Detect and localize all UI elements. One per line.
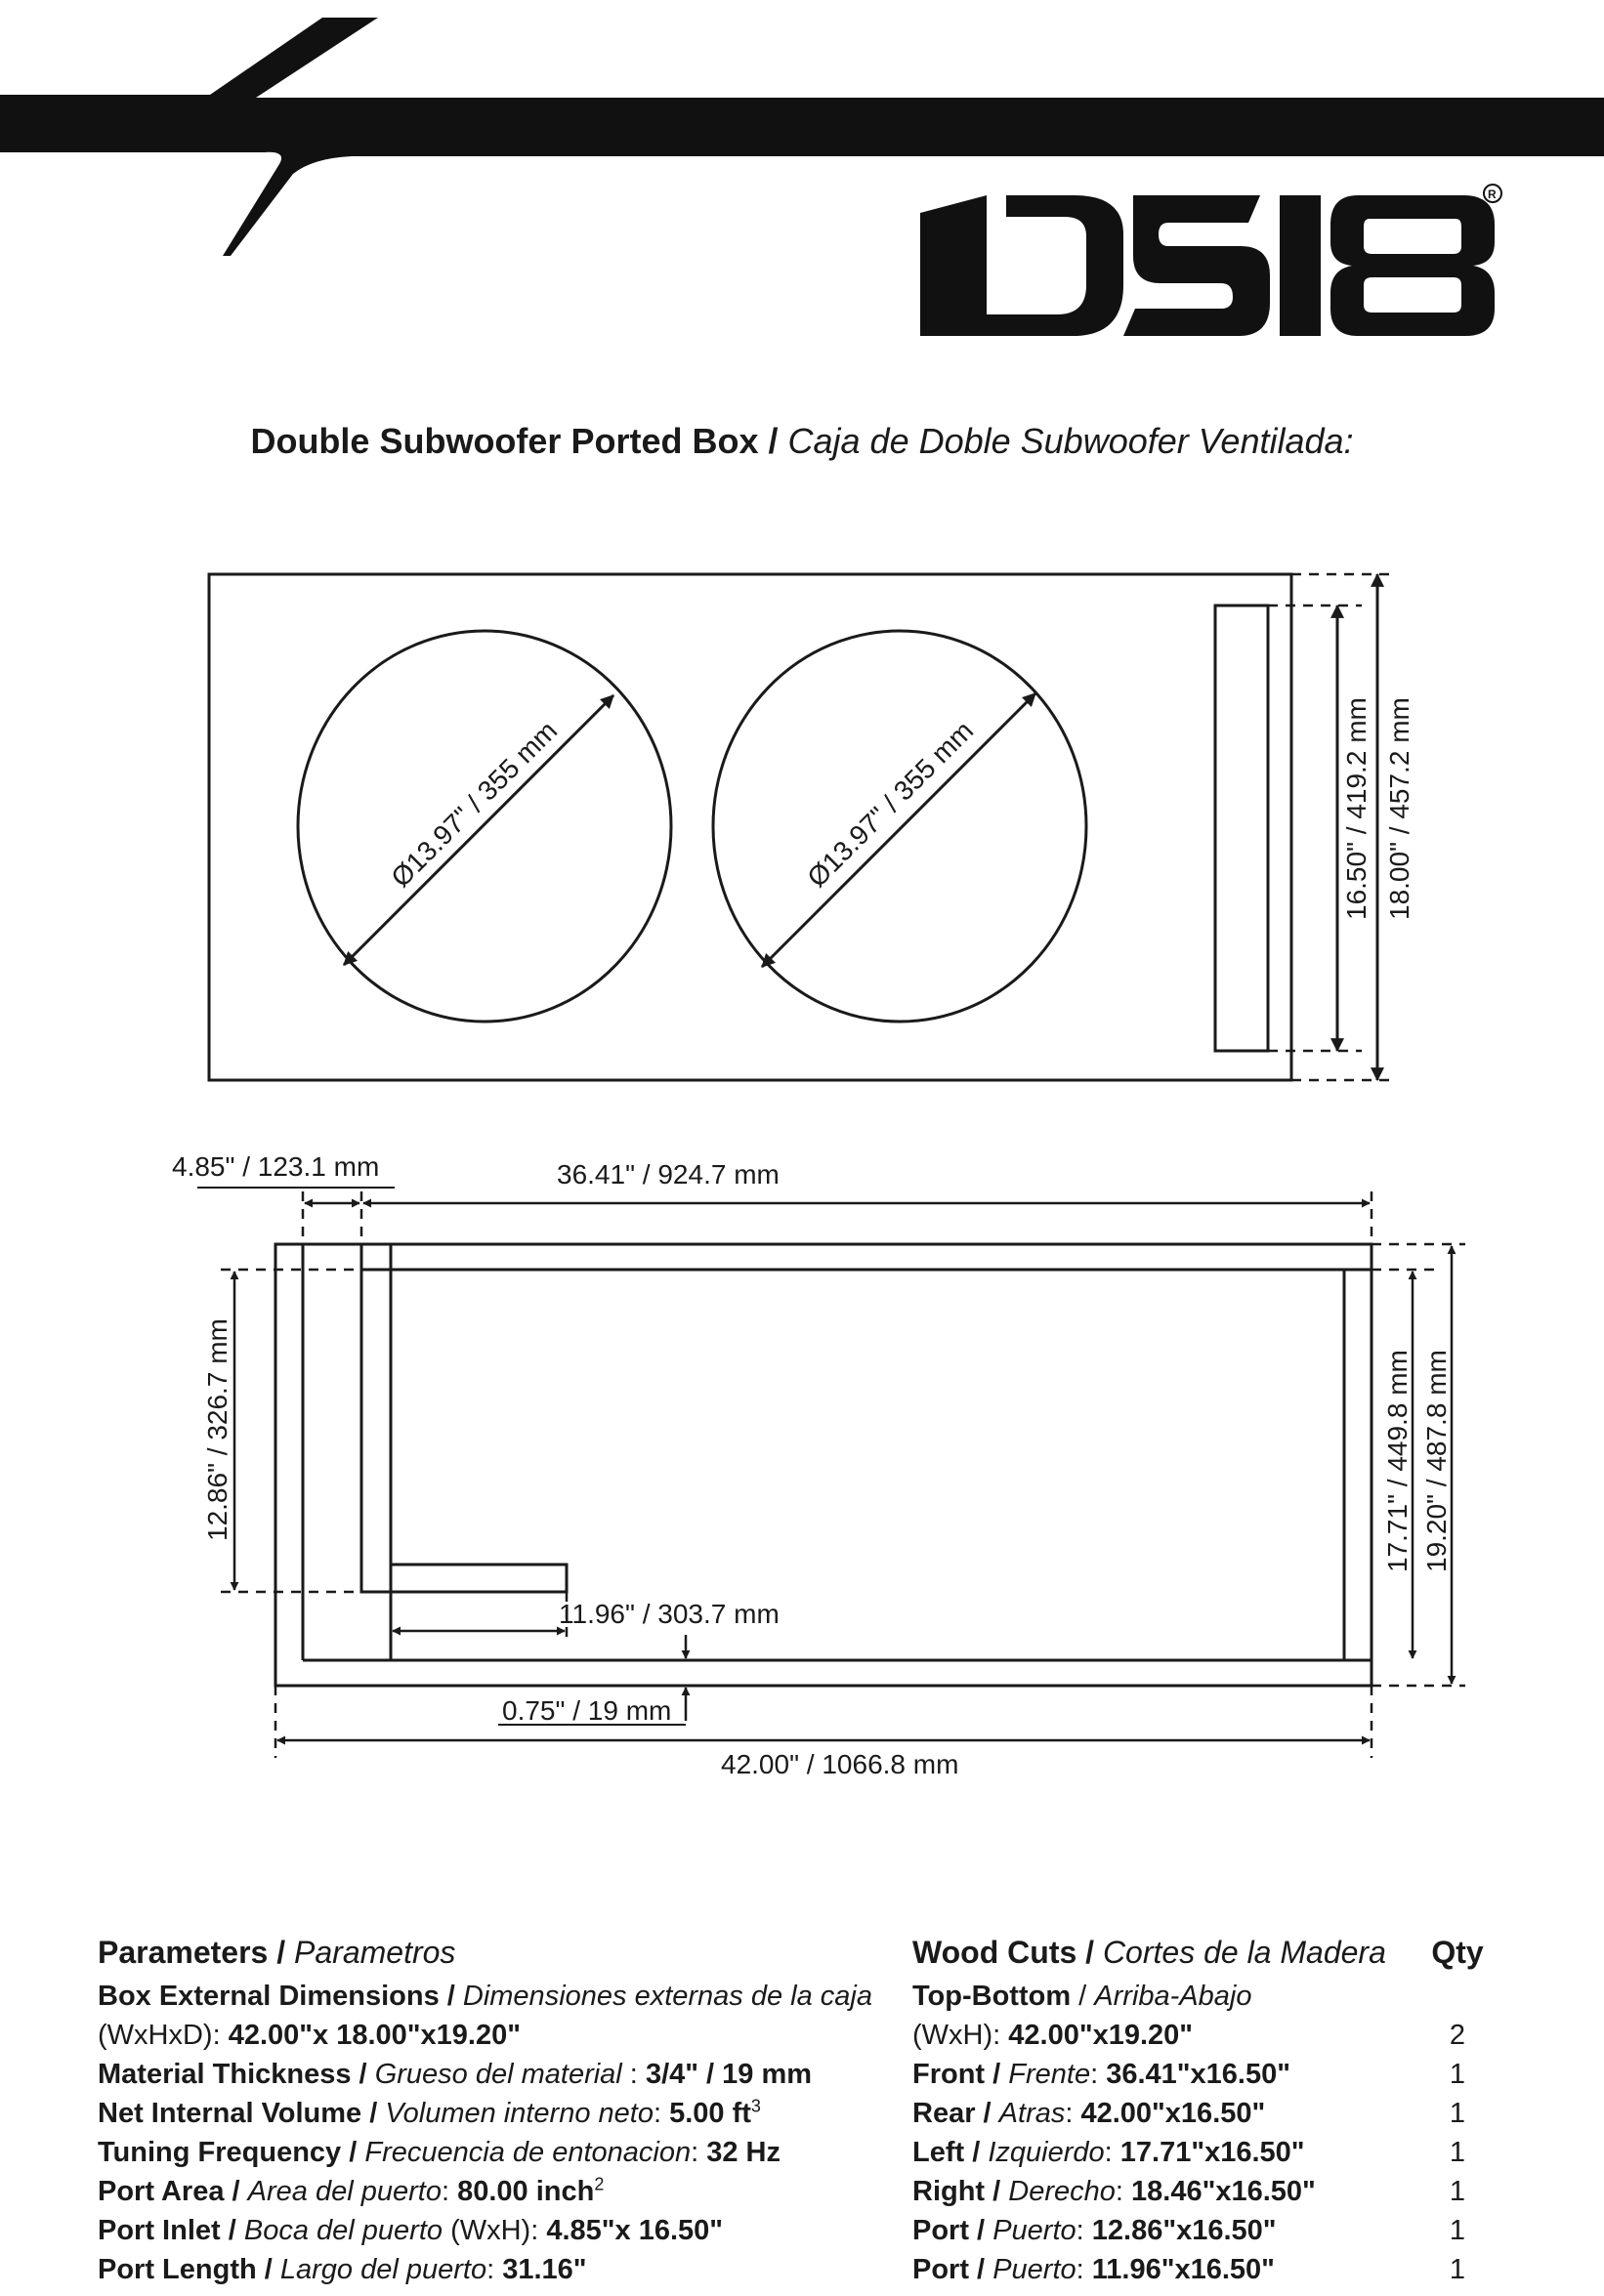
param-sep: :	[653, 2098, 662, 2129]
qty-value: 2	[1449, 2020, 1466, 2051]
cut-value: 36.41"x16.50"	[1106, 2059, 1290, 2090]
qty-value: 1	[1449, 2137, 1466, 2168]
cut-row	[912, 2094, 1386, 2133]
port-wall	[361, 1244, 391, 1592]
param-value: 32 Hz	[706, 2137, 781, 2168]
cut-colon: :	[1115, 2176, 1123, 2207]
cut-label: Front /	[912, 2059, 1001, 2090]
param-label: Net Internal Volume /	[98, 2098, 378, 2129]
port-short-label: 11.96" / 303.7 mm	[559, 1599, 780, 1629]
param-label-es: Largo del puerto	[279, 2254, 487, 2285]
cut-row	[912, 1977, 1386, 2016]
param-sep: :	[486, 2254, 495, 2285]
cut-row	[912, 2211, 1386, 2250]
param-value: 42.00"x 18.00"x19.20"	[228, 2020, 521, 2051]
cut-label: Right /	[912, 2176, 1001, 2207]
param-label: Port Area /	[98, 2176, 240, 2207]
diameter-label-left: Ø13.97" / 355 mm	[385, 715, 564, 894]
outer-depth-label: 19.20" / 487.8 mm	[1421, 1350, 1452, 1572]
param-row	[98, 2250, 872, 2289]
cut-value: 18.46"x16.50"	[1131, 2176, 1316, 2207]
param-sup: 2	[594, 2174, 605, 2194]
parameters-header	[98, 1932, 872, 1973]
diameter-arrow-left	[344, 695, 613, 965]
param-sup: 3	[750, 2096, 761, 2116]
param-row	[98, 2094, 872, 2133]
qty-value: 1	[1449, 2176, 1466, 2207]
cut-label-es: Atras	[998, 2098, 1066, 2129]
cut-label-es: Derecho	[1008, 2176, 1116, 2207]
thickness-label: 0.75" / 19 mm	[502, 1695, 672, 1726]
param-label: Tuning Frequency /	[98, 2137, 358, 2168]
cut-label-es: Puerto	[992, 2254, 1076, 2285]
top-extension-lines	[221, 1191, 1465, 1758]
param-sep: :	[691, 2137, 699, 2168]
qty-value: 1	[1449, 2254, 1466, 2285]
cut-value: 42.00"x19.20"	[1008, 2020, 1194, 2051]
param-label: Port Length /	[98, 2254, 273, 2285]
top-view	[197, 1188, 1465, 1758]
cut-colon: :	[1090, 2059, 1099, 2090]
cut-row	[912, 2016, 1386, 2055]
param-sep: :	[441, 2176, 450, 2207]
cut-value: 11.96"x16.50"	[1091, 2254, 1275, 2285]
param-row	[98, 2211, 872, 2250]
cut-row	[912, 2250, 1386, 2289]
wood-cuts-header	[912, 1932, 1386, 1973]
qty-value	[1428, 1977, 1487, 2016]
wood-cuts-section	[912, 1932, 1386, 2289]
inner-width-label: 36.41" / 924.7 mm	[557, 1159, 780, 1190]
cut-row	[912, 2133, 1386, 2172]
title-italic: Caja de Doble Subwoofer Ventilada:	[787, 421, 1354, 461]
param-sep: (WxH):	[443, 2215, 539, 2246]
qty-column	[1428, 1932, 1487, 2289]
port-length-label: 12.86" / 326.7 mm	[202, 1318, 232, 1541]
cut-label-es: Izquierdo	[988, 2137, 1105, 2168]
cut-label-es: Arriba-Abajo	[1094, 1981, 1252, 2012]
cut-value: 17.71"x16.50"	[1119, 2137, 1305, 2168]
param-label-es: Area del puerto	[247, 2176, 442, 2207]
registered-mark-text: R	[1488, 188, 1497, 201]
diameter-label-right: Ø13.97" / 355 mm	[801, 715, 980, 894]
param-label-es: Boca del puerto	[243, 2215, 443, 2246]
param-row	[98, 1977, 872, 2016]
cut-row	[912, 2055, 1386, 2094]
cut-sep	[985, 2215, 992, 2246]
param-value: 5.00 ft	[669, 2098, 751, 2129]
subwoofer-cutout-right	[713, 631, 1086, 1022]
param-label-es: Volumen interno neto	[385, 2098, 654, 2129]
outer-height-label: 18.00" / 457.2 mm	[1384, 697, 1414, 920]
param-sep: :	[621, 2059, 638, 2090]
cut-label: Left /	[912, 2137, 981, 2168]
param-row	[98, 2016, 872, 2055]
wood-cuts-header-italic: Cortes de la Madera	[1102, 1935, 1386, 1970]
cut-label-es: Frente	[1008, 2059, 1091, 2090]
qty-value: 1	[1449, 2098, 1466, 2129]
cut-value: 12.86"x16.50"	[1091, 2215, 1277, 2246]
param-label-es: Grueso del material	[374, 2059, 622, 2090]
wood-cuts-header-bold: Wood Cuts /	[912, 1935, 1095, 1970]
port-short-board	[391, 1565, 567, 1592]
cut-colon: :	[1076, 2215, 1084, 2246]
param-label: Box External Dimensions /	[98, 1981, 455, 2012]
inner-depth-label: 17.71" / 449.8 mm	[1382, 1350, 1413, 1572]
param-row	[98, 2055, 872, 2094]
title-bold: Double Subwoofer Ported Box /	[250, 421, 779, 461]
outer-width-label: 42.00" / 1066.8 mm	[721, 1749, 959, 1779]
parameters-header-bold: Parameters /	[98, 1935, 286, 1970]
cut-row	[912, 2172, 1386, 2211]
param-value: 4.85"x 16.50"	[546, 2215, 724, 2246]
cut-colon: :	[1076, 2254, 1084, 2285]
param-row	[98, 2172, 872, 2211]
parameters-header-italic: Parametros	[294, 1935, 456, 1970]
cut-value: 42.00"x16.50"	[1080, 2098, 1266, 2129]
param-unit: (WxHxD):	[98, 2020, 221, 2051]
cut-label: Port /	[912, 2215, 986, 2246]
qty-value: 1	[1449, 2215, 1466, 2246]
cut-sep	[985, 2254, 992, 2285]
cut-label: Rear /	[912, 2098, 992, 2129]
param-value: 3/4" / 19 mm	[645, 2059, 813, 2090]
outer-box	[275, 1244, 1372, 1686]
cut-label-es: Puerto	[992, 2215, 1076, 2246]
cut-colon: :	[1065, 2098, 1074, 2129]
cut-label: Port /	[912, 2254, 986, 2285]
param-value: 80.00 inch	[457, 2176, 595, 2207]
port-width-label: 4.85" / 123.1 mm	[172, 1151, 380, 1182]
inner-chamber	[391, 1270, 1344, 1660]
inner-height-label: 16.50" / 419.2 mm	[1341, 697, 1372, 920]
parameters-section	[98, 1932, 872, 2289]
front-extension-lines	[1268, 574, 1391, 1080]
param-label: Material Thickness /	[98, 2059, 367, 2090]
param-label-es: Dimensiones externas de la caja	[462, 1981, 873, 2012]
cut-sep	[992, 2098, 999, 2129]
cut-label: Top-Bottom	[912, 1981, 1072, 2012]
front-panel	[209, 574, 1291, 1080]
cut-sep: /	[1071, 1981, 1095, 2012]
diameter-arrow-right	[762, 693, 1035, 967]
param-label-es: Frecuencia de entonacion	[364, 2137, 692, 2168]
qty-header: Qty	[1431, 1935, 1484, 1970]
front-view	[209, 574, 1391, 1080]
qty-value: 1	[1449, 2059, 1466, 2090]
param-value: 31.16"	[502, 2254, 587, 2285]
port-opening	[1215, 605, 1268, 1051]
cut-unit: (WxH):	[912, 2020, 1001, 2051]
param-row	[98, 2133, 872, 2172]
cut-colon: :	[1104, 2137, 1113, 2168]
param-label: Port Inlet /	[98, 2215, 236, 2246]
